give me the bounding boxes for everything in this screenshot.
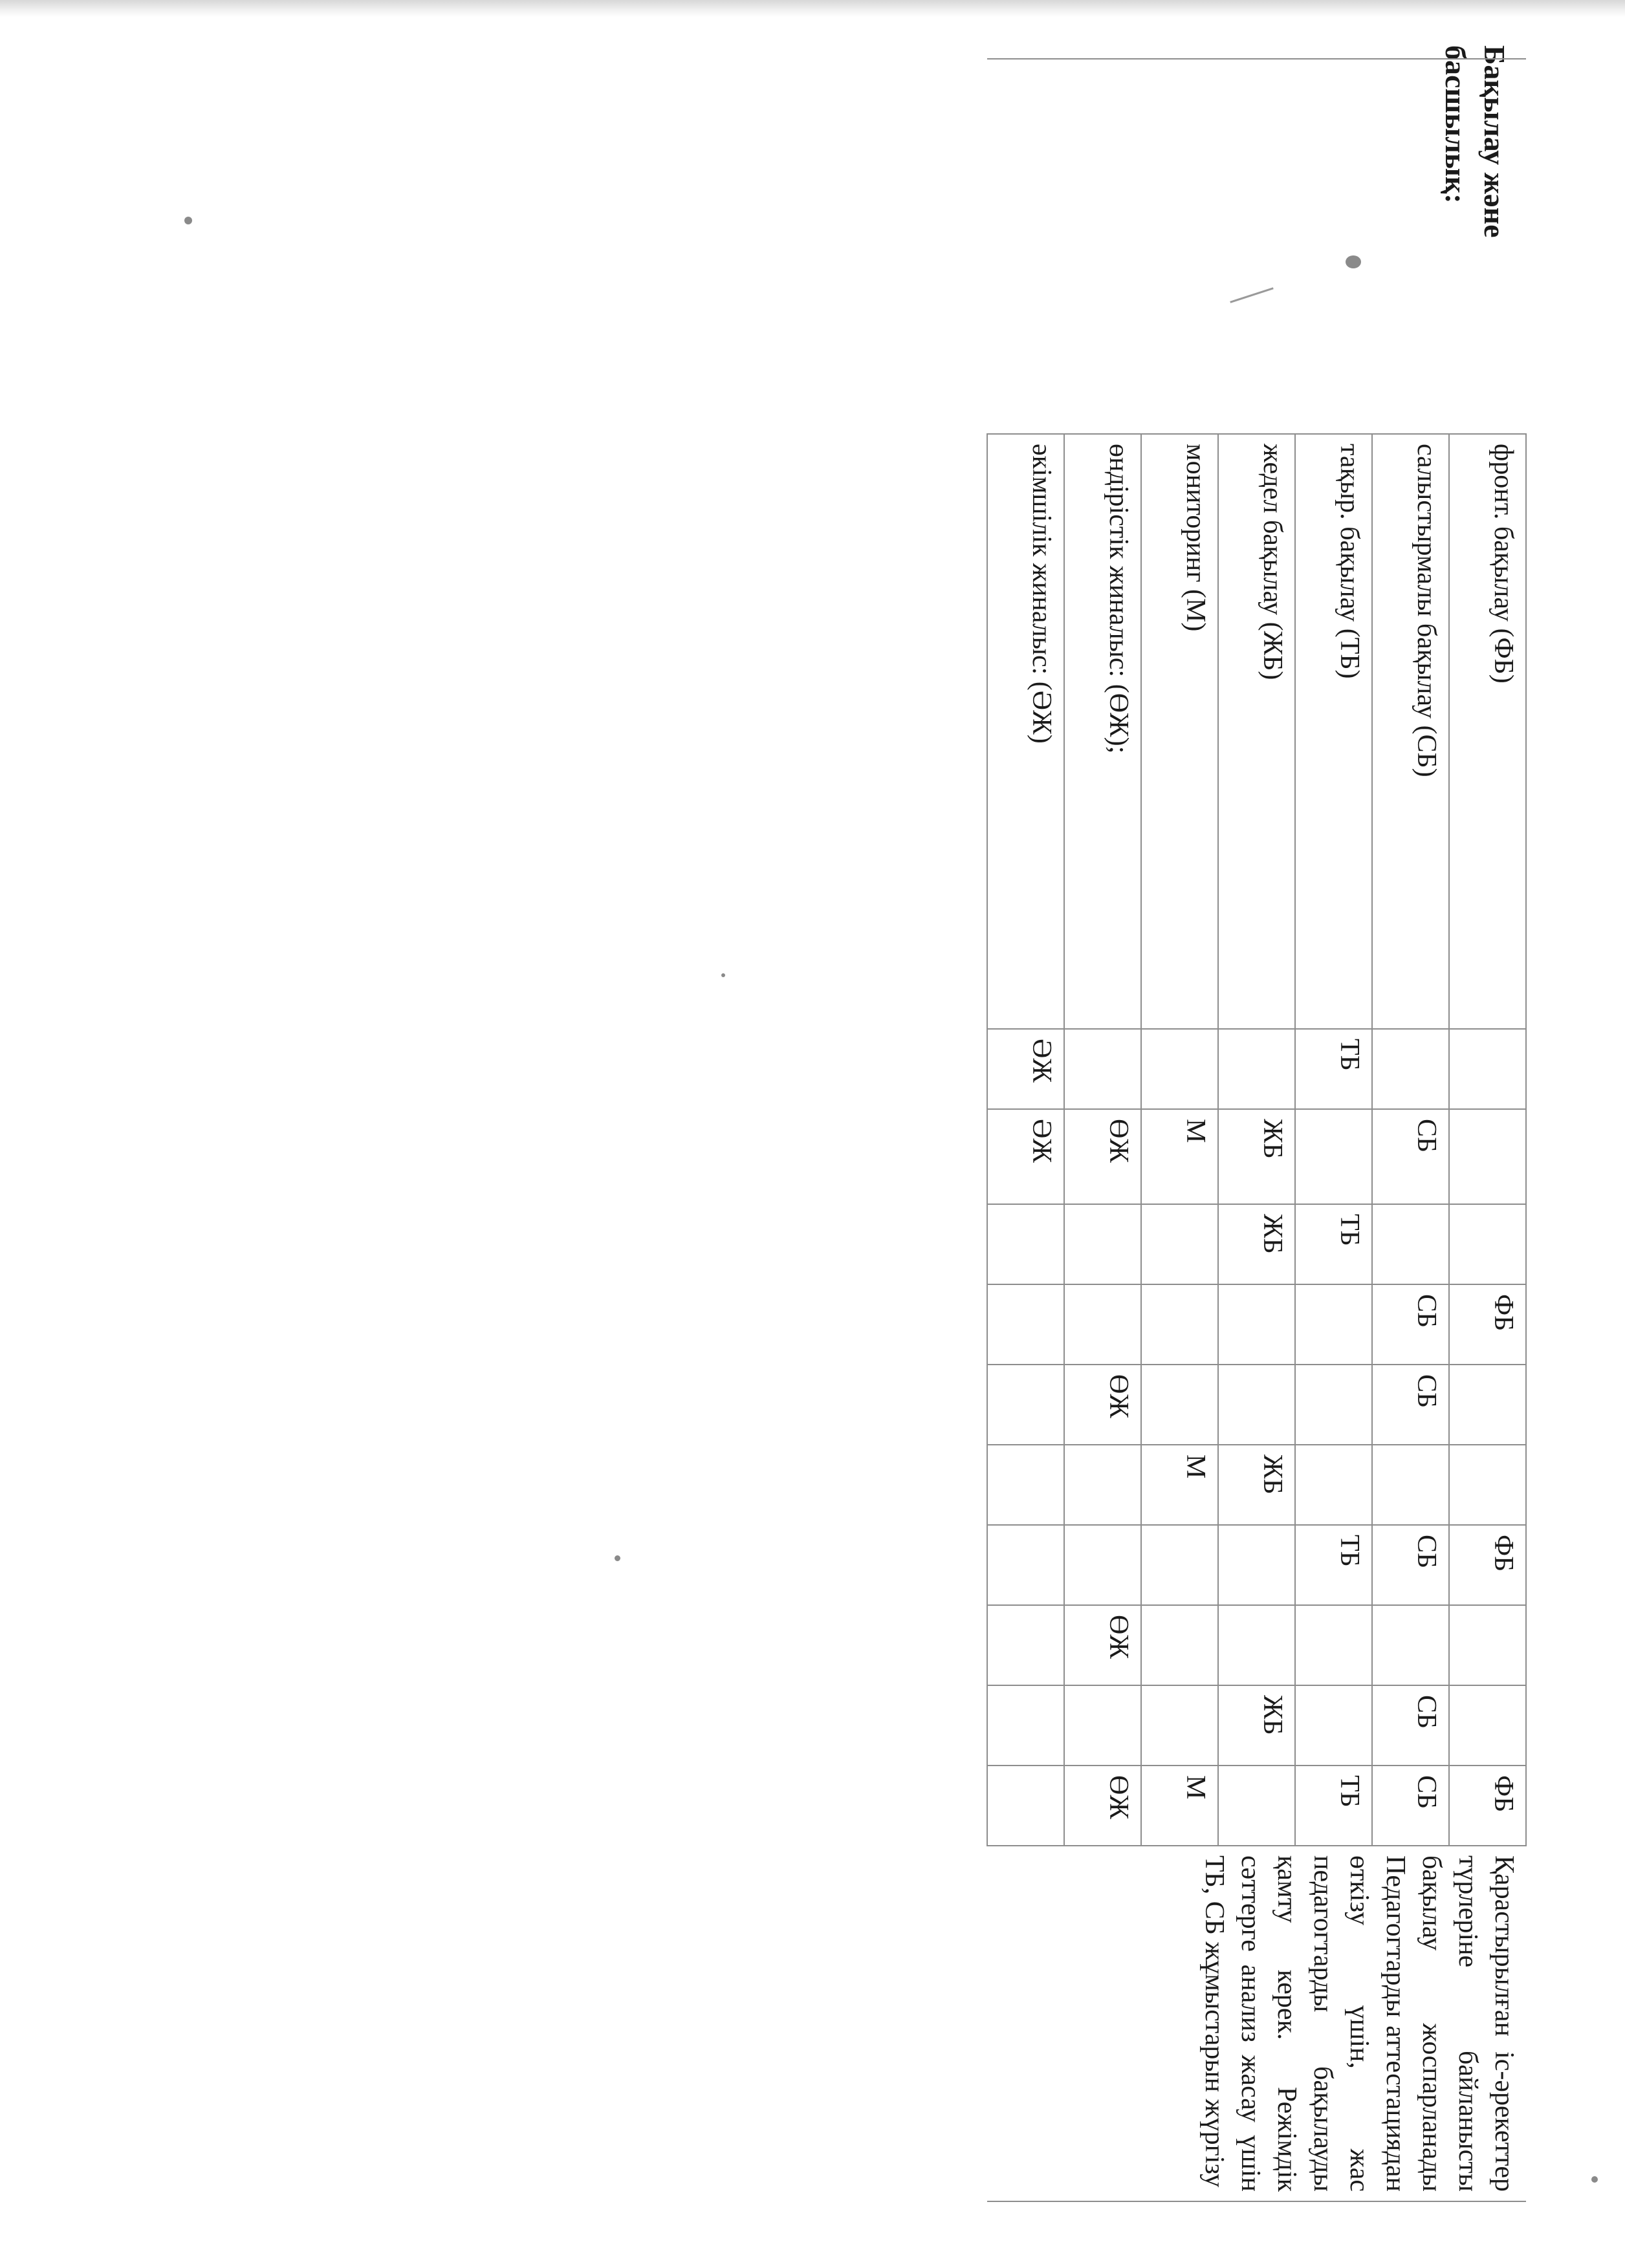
schedule-mark-cell: ФБ <box>1449 1284 1526 1365</box>
schedule-mark-cell <box>1372 1029 1449 1109</box>
schedule-mark-cell: СБ <box>1372 1284 1449 1365</box>
schedule-mark-cell <box>1141 1685 1218 1766</box>
schedule-mark-cell <box>1372 1445 1449 1525</box>
schedule-mark-cell: ӨЖ <box>1064 1365 1141 1445</box>
schedule-mark-cell: ӨЖ <box>1064 1766 1141 1846</box>
control-type-cell: салыстырмалы бақылау (СБ) <box>1372 434 1449 1029</box>
scan-speck <box>1591 2176 1598 2183</box>
schedule-mark-cell <box>1064 1445 1141 1525</box>
schedule-mark-cell <box>1295 1109 1372 1204</box>
schedule-mark-cell <box>1449 1605 1526 1685</box>
schedule-mark-cell <box>1064 1525 1141 1605</box>
schedule-mark-cell: ЖБ <box>1218 1685 1295 1766</box>
note-cell <box>987 1846 1526 2201</box>
schedule-mark-cell <box>1449 1204 1526 1284</box>
schedule-mark-cell <box>1449 1029 1526 1109</box>
schedule-mark-cell <box>1295 1365 1372 1445</box>
schedule-mark-cell <box>1064 1029 1141 1109</box>
schedule-mark-cell <box>1449 1445 1526 1525</box>
control-type-cell: өндірістік жиналыс: (ӨЖ); <box>1064 434 1141 1029</box>
schedule-mark-cell: СБ <box>1372 1525 1449 1605</box>
schedule-mark-cell <box>1372 1605 1449 1685</box>
schedule-mark-cell <box>1295 1605 1372 1685</box>
schedule-mark-cell <box>987 1525 1064 1605</box>
rotated-page <box>104 45 1527 2244</box>
schedule-mark-cell <box>1218 1605 1295 1685</box>
schedule-mark-cell: ӘЖ <box>987 1029 1064 1109</box>
schedule-mark-cell: СБ <box>1372 1109 1449 1204</box>
schedule-mark-cell <box>1449 1109 1526 1204</box>
schedule-mark-cell: ТБ <box>1295 1029 1372 1109</box>
heading-column-cell <box>1141 59 1218 434</box>
schedule-mark-cell: ЖБ <box>1218 1204 1295 1284</box>
schedule-mark-cell <box>1449 1365 1526 1445</box>
schedule-mark-cell <box>987 1766 1064 1846</box>
schedule-mark-cell <box>1218 1029 1295 1109</box>
schedule-mark-cell <box>987 1445 1064 1525</box>
note-text: Қарастырылған іс-әрекеттер түрлеріне байланысты бақылау жоспарланады Педагогтарды аттестациядан өткізу үшін, жас педагогтарды бақылауды қамту керек. Режімдік сәттерге анализ жасау үшін ТБ, СБ жұмыстарын жүргізу <box>1199 1855 1519 2192</box>
schedule-mark-cell: СБ <box>1372 1685 1449 1766</box>
heading-column-cell <box>1372 59 1449 434</box>
control-type-cell: жедел бақылау (ЖБ) <box>1218 434 1295 1029</box>
schedule-mark-cell <box>1218 1365 1295 1445</box>
schedule-mark-cell <box>1295 1685 1372 1766</box>
schedule-mark-cell <box>1141 1204 1218 1284</box>
schedule-mark-cell: СБ <box>1372 1766 1449 1846</box>
schedule-mark-cell: ТБ <box>1295 1525 1372 1605</box>
schedule-mark-cell <box>1449 1685 1526 1766</box>
schedule-mark-cell <box>1064 1284 1141 1365</box>
control-plan-table <box>987 58 1527 2202</box>
heading-column-cell <box>1064 59 1141 434</box>
schedule-mark-cell <box>1295 1445 1372 1525</box>
table-row <box>1449 59 1526 2201</box>
schedule-mark-cell: ТБ <box>1295 1766 1372 1846</box>
schedule-mark-cell: ФБ <box>1449 1525 1526 1605</box>
schedule-mark-cell: ӨЖ <box>1064 1605 1141 1685</box>
schedule-mark-cell <box>987 1685 1064 1766</box>
schedule-mark-cell: ЖБ <box>1218 1445 1295 1525</box>
schedule-mark-cell: ЖБ <box>1218 1109 1295 1204</box>
schedule-mark-cell: ӨЖ <box>1064 1109 1141 1204</box>
schedule-mark-cell: М <box>1141 1766 1218 1846</box>
schedule-mark-cell: М <box>1141 1445 1218 1525</box>
control-type-cell: мониторинг (М) <box>1141 434 1218 1029</box>
section-heading: Бақылау және басшылық: <box>1439 45 1511 238</box>
schedule-mark-cell <box>1372 1204 1449 1284</box>
control-type-cell: әкімшілік жиналыс: (ӘЖ) <box>987 434 1064 1029</box>
heading-column-cell <box>1295 59 1372 434</box>
heading-column-cell <box>1449 59 1526 434</box>
schedule-mark-cell <box>987 1284 1064 1365</box>
schedule-mark-cell <box>1141 1605 1218 1685</box>
heading-column-cell <box>1218 59 1295 434</box>
control-type-cell: тақыр. бақылау (ТБ) <box>1295 434 1372 1029</box>
schedule-mark-cell <box>1141 1365 1218 1445</box>
schedule-mark-cell <box>1141 1284 1218 1365</box>
schedule-mark-cell <box>1218 1766 1295 1846</box>
control-plan-body <box>987 59 1526 2201</box>
schedule-mark-cell <box>987 1365 1064 1445</box>
schedule-mark-cell <box>1064 1204 1141 1284</box>
schedule-mark-cell: ТБ <box>1295 1204 1372 1284</box>
schedule-mark-cell <box>987 1204 1064 1284</box>
schedule-mark-cell: СБ <box>1372 1365 1449 1445</box>
schedule-mark-cell: М <box>1141 1109 1218 1204</box>
schedule-mark-cell: ФБ <box>1449 1766 1526 1846</box>
schedule-mark-cell <box>1218 1284 1295 1365</box>
schedule-mark-cell <box>1141 1525 1218 1605</box>
schedule-mark-cell <box>987 1605 1064 1685</box>
schedule-mark-cell <box>1218 1525 1295 1605</box>
control-type-cell: фронт. бақылау (ФБ) <box>1449 434 1526 1029</box>
schedule-mark-cell <box>1141 1029 1218 1109</box>
schedule-mark-cell <box>1295 1284 1372 1365</box>
heading-column-cell <box>987 59 1064 434</box>
scan-top-edge <box>0 0 1625 17</box>
schedule-mark-cell <box>1064 1685 1141 1766</box>
schedule-mark-cell: ӘЖ <box>987 1109 1064 1204</box>
